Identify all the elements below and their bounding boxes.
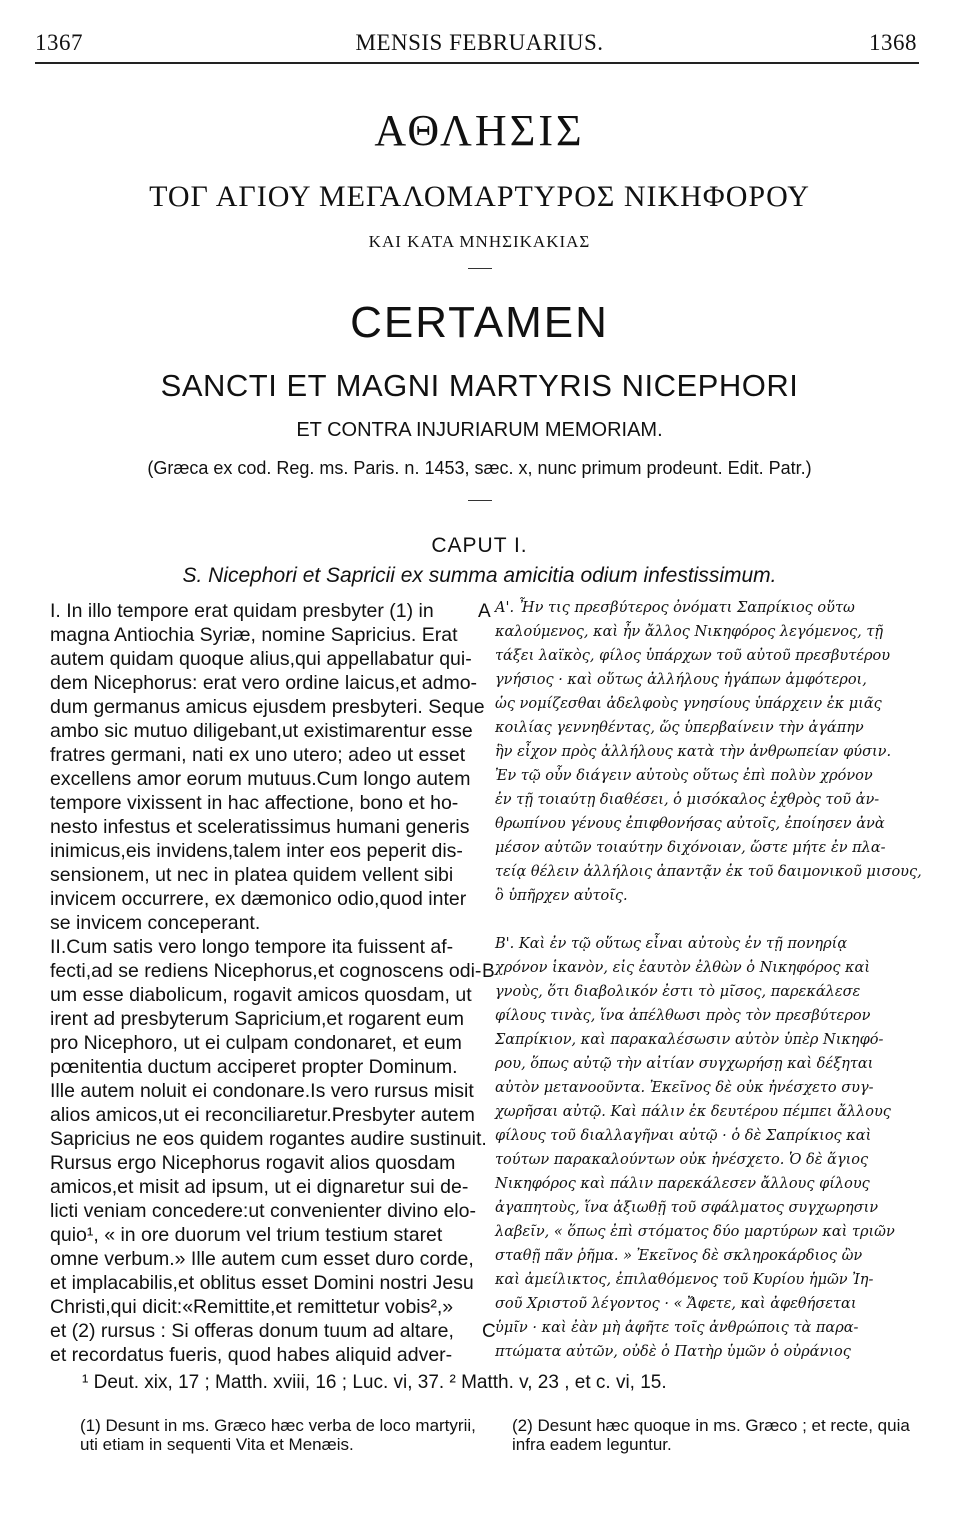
- greek-text-line: σοῦ Χριστοῦ λέγοντος · « Ἄφετε, καὶ ἀφεθήσεται: [495, 1296, 857, 1312]
- greek-text-line: γνοὺς, ὅτι διαβολικόν ἐστι τὸ μῖσος, παρεκάλεσε: [495, 984, 861, 1000]
- latin-text-line: et (2) rursus : Si offeras donum tuum ad altare,: [50, 1320, 454, 1342]
- greek-text-line: Β'. Καὶ ἐν τῷ οὕτως εἶναι αὐτοὺς ἐν τῇ πονηρίᾳ: [495, 936, 848, 952]
- latin-text-line: Sapricius ne eos quidem rogantes audire sustinuit.: [50, 1128, 487, 1150]
- margin-marker-c: C: [482, 1321, 496, 1342]
- latin-text-line: et implacabilis,et oblitus esset Domini nostri Jesu: [50, 1272, 474, 1294]
- latin-text-line: omne verbum.» Ille autem cum esset duro corde,: [50, 1248, 474, 1270]
- latin-text-line: excellens amor eorum mutuus.Cum longo autem: [50, 768, 471, 790]
- greek-text-line: τείᾳ θέλειν ἀλλήλοις ἀπαντᾷν ἐκ τοῦ δαιμονικοῦ μισους,: [495, 864, 922, 880]
- latin-text-line: pro Nicephoro, ut ei culpam condonaret, et eum: [50, 1032, 462, 1054]
- footnote-2: (2) Desunt hæc quoque in ms. Græco ; et recte, quia infra eadem leguntur.: [512, 1416, 910, 1454]
- latin-text-line: pœnitentia ductum acciperet propter Dominum.: [50, 1056, 458, 1078]
- latin-text-line: I. In illo tempore erat quidam presbyter (1) in: [50, 600, 434, 622]
- latin-text-line: licti veniam concedere:ut convenienter divino elo-: [50, 1200, 476, 1222]
- greek-text-line: τούτων παρακαλούντων οὐκ ἠνέσχετο. Ὁ δὲ ἅγιος: [495, 1152, 869, 1168]
- footnote-1: (1) Desunt in ms. Græco hæc verba de loco martyrii, uti etiam in sequenti Vita et Menæis.: [80, 1416, 476, 1454]
- latin-subtitle-2: ET CONTRA INJURIARUM MEMORIAM.: [296, 419, 663, 441]
- greek-text-line: ἣν εἶχον πρὸς ἀλλήλους κατὰ τὴν ἀνθρωπείαν φύσιν.: [495, 744, 892, 760]
- greek-text-line: λαβεῖν, « ὅπως ἐπὶ στόματος δύο μαρτύρων καὶ τριῶν: [495, 1224, 895, 1240]
- latin-text-line: ambo sic mutuo diligebant,ut existimarentur esse: [50, 720, 473, 742]
- latin-text-line: Ille autem noluit ei condonare.Is vero rursus misit: [50, 1080, 474, 1102]
- latin-text-line: um esse diabolicum, rogavit amicos quosdam, ut: [50, 984, 472, 1006]
- greek-text-line: Α'. Ἦν τις πρεσβύτερος ὀνόματι Σαπρίκιος οὕτω: [495, 600, 855, 616]
- greek-text-line: ὃ ὑπῆρχεν αὐτοῖς.: [495, 888, 628, 904]
- running-title: MENSIS FEBRUARIUS.: [355, 30, 604, 55]
- latin-text-line: dem Nicephorus: erat vero ordine laicus,et admo-: [50, 672, 478, 694]
- greek-subtitle-2: ΚΑΙ ΚΑΤΑ ΜΝΗΣΙΚΑΚΙΑΣ: [368, 232, 591, 251]
- greek-text-line: κοιλίας γεννηθέντας, ὥς ὑπερβαίνειν τὴν ἀγάπην: [495, 720, 864, 736]
- greek-text-line: χρόνον ἱκανὸν, εἰς ἑαυτὸν ἐλθὼν ὁ Νικηφόρος καὶ: [495, 960, 871, 976]
- greek-text-line: ρου, ὅπως αὐτῷ τὴν αἰτίαν συγχωρήσῃ καὶ δέξηται: [495, 1056, 874, 1072]
- latin-text-line: invicem occurrere, ex dæmonico odio,quod inter: [50, 888, 467, 910]
- greek-text-line: φίλους τοῦ διαλλαγῆναι αὐτῷ · ὁ δὲ Σαπρίκιος καὶ: [495, 1128, 872, 1144]
- source-note: (Græca ex cod. Reg. ms. Paris. n. 1453, sæc. x, nunc primum prodeunt. Edit. Patr.): [147, 458, 812, 478]
- latin-text-line: inimicus,eis invidens,talem inter eos peperit dis-: [50, 840, 463, 862]
- margin-marker-b: B: [482, 961, 495, 982]
- latin-text-line: sensionem, ut nec in platea quidem vellent sibi: [50, 864, 454, 886]
- greek-text-line: φίλους τινὰς, ἵνα ἀπέλθωσι πρὸς τὸν πρεσβύτερον: [495, 1008, 871, 1024]
- latin-text-line: et recordatus fueris, quod habes aliquid adver-: [50, 1344, 453, 1366]
- latin-text-line: nesto infestus et sceleratissimus humani generis: [50, 816, 470, 838]
- section-divider: [468, 500, 492, 501]
- margin-marker-a: A: [478, 601, 491, 622]
- greek-text-line: Νικηφόρος καὶ πάλιν παρεκάλεσεν ἄλλους φίλους: [495, 1176, 870, 1192]
- greek-title: ΑΘΛΗΣΙΣ: [374, 106, 585, 155]
- latin-text-line: tempore vixissent in hac affectione, bono et ho-: [50, 792, 459, 814]
- chapter-heading: CAPUT I.: [431, 534, 528, 557]
- latin-title: CERTAMEN: [350, 298, 609, 347]
- latin-text-line: fecti,ad se rediens Nicephorus,et cognoscens odi-: [50, 960, 482, 982]
- greek-text-line: Σαπρίκιον, καὶ παρακαλέσωσιν αὐτὸν ὑπὲρ Νικηφό-: [495, 1032, 884, 1048]
- right-page-number: 1368: [869, 30, 917, 55]
- greek-text-line: Ἐν τῷ οὖν διάγειν αὐτοὺς οὕτως ἐπὶ πολὺν χρόνον: [495, 768, 873, 784]
- latin-subtitle: SANCTI ET MAGNI MARTYRIS NICEPHORI: [160, 368, 799, 403]
- latin-text-line: se invicem conceperant.: [50, 912, 261, 934]
- greek-text-line: χωρῆσαι αὐτῷ. Καὶ πάλιν ἐκ δευτέρου πέμπει ἄλλους: [495, 1104, 891, 1120]
- greek-subtitle: ΤΟΓ ΑΓΙΟΥ ΜΕΓΑΛΟΜΑΡΤΥΡΟΣ ΝΙΚΗΦΟΡΟΥ: [149, 180, 810, 213]
- latin-text-line: II.Cum satis vero longo tempore ita fuissent af-: [50, 936, 454, 958]
- latin-text-line: amicos,et misit ad ipsum, ut ei dignaretur sui de-: [50, 1176, 469, 1198]
- scripture-references: ¹ Deut. xix, 17 ; Matth. xviii, 16 ; Luc. vi, 37. ² Matth. v, 23 , et c. vi, 15.: [82, 1372, 667, 1393]
- latin-text-line: dum germanus amicus ejusdem presbyteri. Seque: [50, 696, 485, 718]
- greek-text-line: γνήσιος · καὶ οὕτως ἀλλήλους ἠγάπων ἀμφότεροι,: [495, 672, 867, 688]
- greek-text-line: καὶ ἀμείλικτος, ἐπιλαθόμενος τοῦ Κυρίου ἡμῶν Ἰη-: [495, 1272, 874, 1288]
- greek-text-line: ὡς νομίζεσθαι ἀδελφοὺς γνησίους ὑπάρχειν ἐκ μιᾶς: [495, 696, 882, 712]
- greek-text-line: μέσον αὐτῶν τοιαύτην διχόνοιαν, ὥστε μήτε ἐν πλα-: [495, 840, 886, 856]
- greek-text-line: ἀγαπητοὺς, ἵνα ἀξιωθῇ τοῦ σφάλματος συγχωρησιν: [495, 1200, 879, 1216]
- greek-text-line: καλούμενος, καὶ ἦν ἄλλος Νικηφόρος λεγόμενος, τῇ: [495, 624, 884, 640]
- latin-text-line: irent ad presbyterum Sapricium,et rogarent eum: [50, 1008, 465, 1030]
- left-page-number: 1367: [35, 30, 83, 55]
- latin-text-line: fratres germani, nati ex uno utero; adeo ut esset: [50, 744, 466, 766]
- greek-text-line: αὐτὸν μετανοοῦντα. Ἐκεῖνος δὲ οὐκ ἠνέσχετο συγ-: [495, 1080, 874, 1096]
- greek-text-line: ἐν τῇ τοιαύτῃ διαθέσει, ὁ μισόκαλος ἐχθρὸς τοῦ ἀν-: [495, 792, 880, 808]
- latin-text-line: quio¹, « in ore duorum vel trium testium staret: [50, 1224, 443, 1246]
- greek-text-line: ὑμῖν · καὶ ἐὰν μὴ ἀφῆτε τοῖς ἀνθρώποις τὰ παρα-: [495, 1320, 859, 1336]
- greek-text-line: θρωπίνου γένους ἐπιφθονήσας αὐτοῖς, ἐποίησεν ἀνὰ: [495, 816, 885, 832]
- chapter-summary: S. Nicephori et Sapricii ex summa amicitia odium infestissimum.: [182, 564, 777, 587]
- latin-text-line: Rursus ergo Nicephorus rogavit alios quosdam: [50, 1152, 456, 1174]
- latin-text-line: alios amicos,ut ei reconciliaretur.Presbyter autem: [50, 1104, 475, 1126]
- greek-text-line: σταθῇ πᾶν ῥῆμα. » Ἐκεῖνος δὲ σκληροκάρδιος ὢν: [495, 1248, 863, 1264]
- latin-text-line: magna Antiochia Syriæ, nomine Sapricius. Erat: [50, 624, 458, 646]
- latin-text-line: Christi,qui dicit:«Remittite,et remittetur vobis²,»: [50, 1296, 454, 1318]
- title-divider: [468, 268, 492, 269]
- greek-text-line: τάξει λαϊκὸς, φίλος ὑπάρχων τοῦ αὐτοῦ πρεσβυτέρου: [495, 648, 891, 664]
- greek-text-line: πτώματα αὐτῶν, οὐδὲ ὁ Πατὴρ ὑμῶν ὁ οὐράνιος: [495, 1344, 851, 1360]
- header-rule: [35, 62, 919, 64]
- latin-text-line: autem quidam quoque alius,qui appellabatur qui-: [50, 648, 472, 670]
